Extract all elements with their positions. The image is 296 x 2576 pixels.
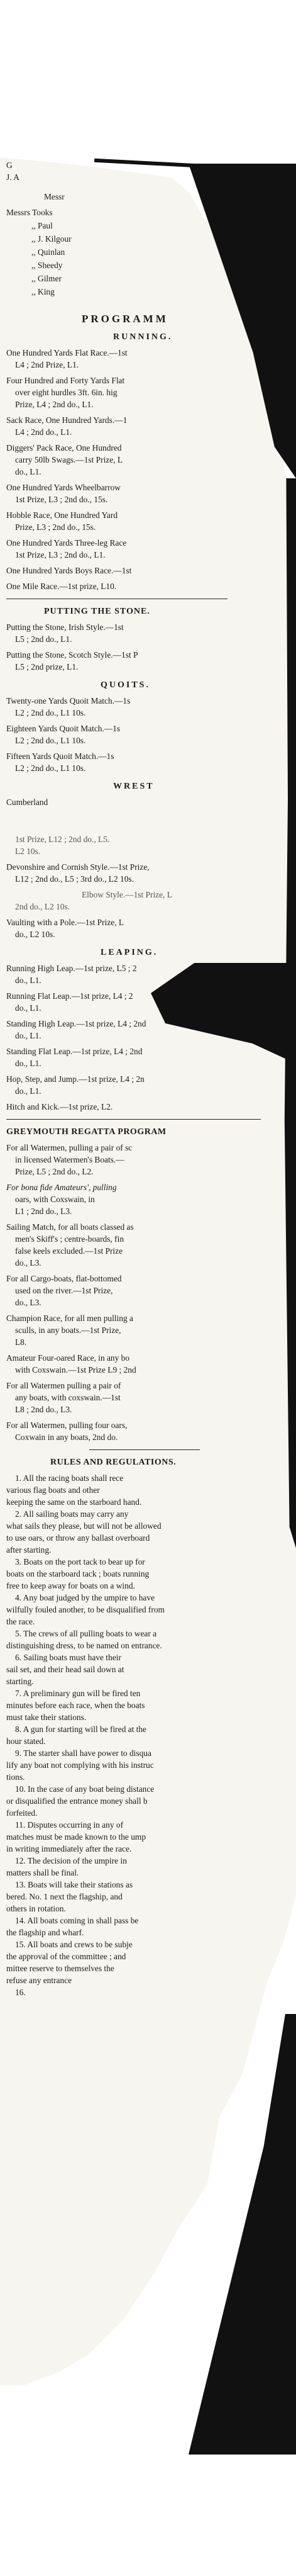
rule-line: wilfully fouled another, to be disqualified from — [6, 1605, 165, 1614]
rule-line: matches must be made known to the ump — [6, 1832, 146, 1842]
event-item: One Hundred Yards Wheelbarrow 1st Prize, L3 ; 2nd do., 15s. — [6, 483, 121, 504]
leaping-events — [6, 962, 283, 1113]
rule-line: lify any boat not complying with his instruc — [6, 1760, 154, 1770]
rule-line: mittee reserve to themselves the — [6, 1964, 114, 1973]
rule-line: 6. Sailing boats must have their — [15, 1653, 121, 1662]
rule-line: 12. The decision of the umpire in — [15, 1856, 127, 1865]
rule-line: bered. No. 1 next the flagship, and — [6, 1892, 123, 1901]
wrestling-heading: WREST — [113, 782, 155, 791]
event-item: Diggers' Pack Race, One Hundred carry 50lb Swags.—1st Prize, L do., L1. — [6, 443, 123, 476]
rule-line: must take their stations. — [6, 1713, 87, 1722]
stone-heading: PUTTING THE STONE. — [44, 607, 150, 616]
rule-line: 4. Any boat judged by the umpire to have — [15, 1593, 155, 1602]
rule-line: the race. — [6, 1617, 35, 1626]
rule-line: keeping the same on the starboard hand. — [6, 1497, 142, 1507]
rule-line: distinguishing dress, to be named on entrance. — [6, 1641, 162, 1650]
messrs-name: ,, Gilmer — [31, 274, 62, 283]
messrs-name: ,, King — [31, 287, 55, 296]
rule-line: 9. The starter shall have power to disqua — [15, 1748, 151, 1758]
rule-line: the approval of the committee ; and — [6, 1952, 126, 1961]
rule-line: what sails they please, but will not be allowed — [6, 1521, 162, 1531]
rule-line: 8. A gun for starting will be fired at the — [15, 1724, 146, 1734]
rule-line: 5. The crews of all pulling boats to wear a — [15, 1629, 157, 1638]
header-line-2: J. A — [6, 172, 19, 182]
article-text — [6, 160, 283, 1998]
messrs-line-2: Messrs Tooks — [6, 208, 53, 217]
rule-line: or disqualified the entrance money shall b — [6, 1796, 148, 1806]
regatta-events — [6, 1142, 283, 1443]
rule-line: free to keep away for boats on a wind. — [6, 1581, 135, 1590]
event-item: One Hundred Yards Flat Race.—1st L4 ; 2nd Prize, L1. — [6, 348, 128, 369]
rule-line: after starting. — [6, 1545, 52, 1555]
rule-line: starting. — [6, 1677, 34, 1686]
event-item: Elbow Style.—1st Prize, L 2nd do., L2 10s. — [15, 890, 172, 911]
event-item: For all Watermen, pulling four oars, Coxwain in any boats, 2nd do. — [6, 1420, 128, 1442]
wrestling-events — [6, 796, 283, 940]
divider — [6, 1119, 261, 1120]
header-line-1: G — [6, 160, 13, 170]
rule-line: others in rotation. — [6, 1904, 66, 1913]
rule-line: forfeited. — [6, 1808, 38, 1818]
event-item: Running Flat Leap.—1st prize, L4 ; 2 do., L1. — [6, 991, 133, 1013]
event-item: For all Watermen, pulling a pair of sc in licensed Watermen's Boats.— Prize, L5 ; 2nd do., L2. — [6, 1143, 133, 1176]
event-item: Putting the Stone, Irish Style.—1st L5 ; 2nd do., L1. — [6, 622, 124, 644]
event-item: One Mile Race.—1st prize, L10. — [6, 582, 117, 591]
rule-line: 1. All the racing boats shall rece — [15, 1473, 124, 1483]
rule-line: 11. Disputes occurring in any of — [15, 1820, 124, 1830]
rule-line: matters shall be final. — [6, 1868, 79, 1877]
quoits-events — [6, 695, 283, 774]
messrs-name: ,, Paul — [31, 221, 53, 230]
leaping-heading: LEAPING. — [101, 948, 158, 957]
event-item: 1st Prize, L12 ; 2nd do., L5. L2 10s. — [15, 835, 110, 856]
event-item: Standing High Leap.—1st prize, L4 ; 2nd do., L1. — [6, 1019, 146, 1040]
rule-line: the flagship and wharf. — [6, 1928, 84, 1937]
rule-line: sail set, and their head sail down at — [6, 1665, 124, 1674]
event-item: Four Hundred and Forty Yards Flat over eight hurdles 3ft. 6in. hig Prize, L4 ; 2nd do., L1. — [6, 376, 125, 409]
event-item: One Hundred Yards Three-leg Race 1st Prize, L3 ; 2nd do., L1. — [6, 538, 127, 560]
event-item: One Hundred Yards Boys Race.—1st — [6, 566, 132, 575]
event-item: Champion Race, for all men pulling a sculls, in any boats.—1st Prize, L8. — [6, 1313, 133, 1347]
messrs-name: ,, Sheedy — [31, 261, 63, 270]
running-events — [6, 347, 283, 592]
event-item: Twenty-one Yards Quoit Match.—1s L2 ; 2nd do., L1 10s. — [6, 696, 131, 717]
event-item: For all Watermen pulling a pair of any boats, with coxswain.—1st L8 ; 2nd do., L3. — [6, 1381, 121, 1414]
messrs-line-1: Messr — [44, 192, 65, 201]
rules-heading: RULES AND REGULATIONS. — [50, 1458, 177, 1467]
event-item: Hitch and Kick.—1st prize, L2. — [6, 1102, 113, 1111]
rule-line: 13. Boats will take their stations as — [15, 1880, 133, 1889]
rule-line: hour stated. — [6, 1736, 46, 1746]
rule-line: 2. All sailing boats may carry any — [15, 1509, 129, 1519]
event-item: For bona fide Amateurs', pulling oars, with Coxswain, in L1 ; 2nd do., L3. — [6, 1183, 117, 1216]
event-item: Running High Leap.—1st prize, L5 ; 2 do., L1. — [6, 964, 137, 985]
regatta-heading: GREYMOUTH REGATTA PROGRAM — [6, 1127, 167, 1137]
event-item: Devonshire and Cornish Style.—1st Prize, L12 ; 2nd do., L5 ; 3rd do., L2 10s. — [6, 862, 150, 884]
rule-line: 16. — [15, 1988, 26, 1997]
event-item: Putting the Stone, Scotch Style.—1st P L5 ; 2nd prize, L1. — [6, 650, 138, 672]
divider — [89, 1449, 200, 1450]
event-item: Fifteen Yards Quoit Match.—1s L2 ; 2nd do., L1 10s. — [6, 751, 114, 773]
event-item: For all Cargo-boats, flat-bottomed used on the river.—1st Prize, do., L3. — [6, 1274, 122, 1307]
rule-line: minutes before each race, when the boats — [6, 1701, 145, 1710]
rule-line: 15. All boats and crews to be subje — [15, 1940, 133, 1949]
quoits-heading: QUOITS. — [101, 680, 150, 690]
event-item: Hop, Step, and Jump.—1st prize, L4 ; 2n do., L1. — [6, 1074, 145, 1096]
rule-line: refuse any entrance — [6, 1976, 72, 1985]
event-item: Hobble Race, One Hundred Yard Prize, L3 ; 2nd do., 15s. — [6, 510, 118, 532]
event-item: Standing Flat Leap.—1st prize, L4 ; 2nd do., L1. — [6, 1047, 143, 1068]
programme-title: PROGRAMM — [82, 313, 168, 325]
event-item: Sack Race, One Hundred Yards.—1 L4 ; 2nd do., L1. — [6, 415, 128, 437]
event-item: Amateur Four-oared Race, in any bo with Coxswain.—1st Prize L9 ; 2nd — [6, 1353, 136, 1375]
event-item: Cumberland — [6, 797, 48, 807]
rule-line: to use oars, or throw any ballast overboard — [6, 1533, 150, 1543]
messrs-block — [6, 191, 283, 298]
messrs-name: ,, J. Kilgour — [31, 234, 72, 244]
event-item: Vaulting with a Pole.—1st Prize, L do., L2 10s. — [6, 918, 124, 939]
rule-line: in writing immediately after the race. — [6, 1844, 132, 1853]
rule-line: 10. In the case of any boat being distance — [15, 1784, 155, 1794]
event-item: Eighteen Yards Quoit Match.—1s L2 ; 2nd do., L1 10s. — [6, 724, 121, 745]
running-heading: RUNNING. — [113, 332, 173, 342]
stone-events — [6, 621, 283, 673]
rule-line: 7. A preliminary gun will be fired ten — [15, 1689, 141, 1698]
rule-line: 14. All boats coming in shall pass be — [15, 1916, 139, 1925]
rules-list — [6, 1472, 283, 1998]
rule-line: 3. Boats on the port tack to bear up for — [15, 1557, 145, 1566]
rule-line: various flag boats and other — [6, 1485, 100, 1495]
rule-line: boats on the starboard tack ; boats running — [6, 1569, 150, 1578]
rule-line: tions. — [6, 1772, 25, 1782]
messrs-name: ,, Quinlan — [31, 247, 65, 257]
event-item: Sailing Match, for all boats classed as men's Skiff's ; centre-boards, fin false keels excluded.—1st Prize do., L3. — [6, 1222, 134, 1268]
